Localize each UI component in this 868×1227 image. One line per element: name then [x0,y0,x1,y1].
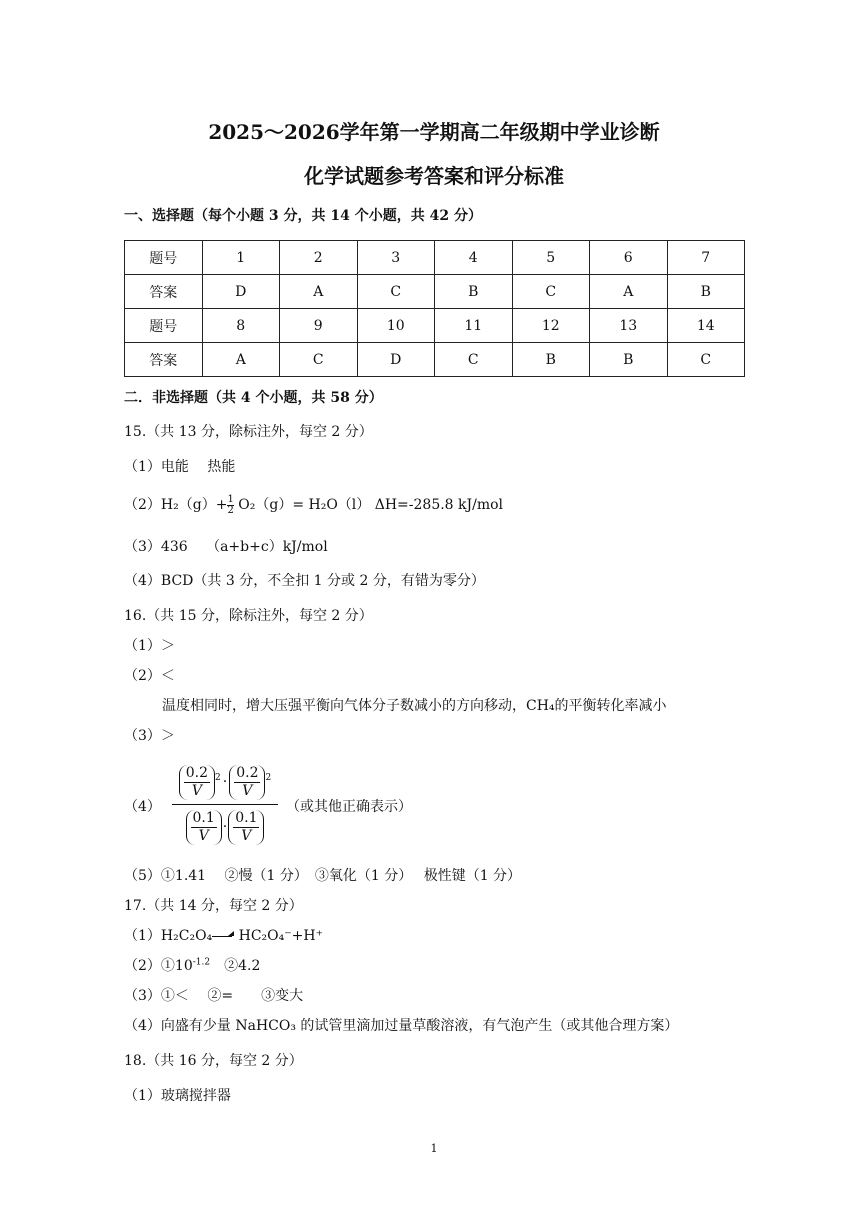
table-row [125,275,745,309]
denominator-term-1-value: 0.1 [192,809,215,826]
table-cell: C [280,343,358,377]
q17-answer-3: （3）①＜ ②= ③变大 [124,988,304,1004]
q15-answer-2 [124,494,503,516]
table-cell: D [202,275,280,309]
q16-answer-2: （2）＜ [124,668,175,684]
table-cell: 5 [512,241,590,275]
equilibrium-constant-expression [172,760,278,849]
table-cell: C [667,343,745,377]
table-cell: C [435,343,513,377]
document-title: 2025～2026学年第一学期高二年级期中学业诊断 [208,120,660,144]
q15-header: 15.（共 13 分，除标注外，每空 2 分） [124,424,373,440]
table-cell: 10 [357,309,435,343]
q17-answer-4: （4）向盛有少量 NaHCO₃ 的试管里滴加过量草酸溶液，有气泡产生（或其他合理方案） [124,1018,679,1034]
q16-answer-2-explanation: 温度相同时，增大压强平衡向气体分子数减小的方向移动，CH₄的平衡转化率减小 [162,698,667,714]
numerator-term-1-value: 0.2 [185,764,209,781]
q16-answer-4-label: （4） [124,799,161,815]
q15-answer-3: （3）436 （a+b+c）kJ/mol [124,539,328,555]
section1-heading: 一、选择题（每个小题 3 分，共 14 个小题，共 42 分） [124,208,482,224]
table-cell: 11 [435,309,513,343]
table-cell: A [202,343,280,377]
numerator-term-2-exp: 2 [265,773,272,783]
table-cell: 7 [667,241,745,275]
table-cell: 4 [435,241,513,275]
q15-answer-2-h2: H₂（g）+ [160,497,228,513]
table-cell: D [357,343,435,377]
document-subtitle: 化学试题参考答案和评分标准 [304,164,564,188]
expression-denominator: $\frac{0.1}{V}$ · $\frac{0.1}{V}$ [172,805,278,849]
numerator-term-1-exp: 2 [215,773,221,783]
table-row-header: 题号 [125,241,203,275]
table-row [125,309,745,343]
q16-answer-4-note: （或其他正确表示） [286,799,412,815]
table-cell: 13 [590,309,668,343]
q17-answer-2-rest: ②4.2 [210,958,261,974]
table-cell: 9 [280,309,358,343]
table-cell: C [512,275,590,309]
q16-answer-3: （3）＞ [124,728,175,744]
q17-answer-1-right: HC₂O₄⁻+H⁺ [238,928,323,944]
q17-answer-2-label: （2）①10 [124,958,193,974]
table-cell: 14 [667,309,745,343]
equilibrium-arrow-icon [212,931,234,941]
q17-answer-2-exponent: -1.2 [192,957,211,968]
half-numerator: 1 [227,493,234,505]
q15-answer-2-rest: O₂（g）= H₂O（l） ΔH=-285.8 kJ/mol [238,497,504,513]
table-cell: B [590,343,668,377]
numerator-term-2-value: 0.2 [236,764,259,781]
q17-answer-1 [124,925,323,945]
table-cell: B [667,275,745,309]
q17-answer-1-left: H₂C₂O₄ [160,928,213,944]
table-cell: 3 [357,241,435,275]
q15-answer-1: （1）电能 热能 [124,459,236,475]
answer-table [124,240,745,377]
numerator-term-2-var: V [242,782,253,799]
q18-answer-1: （1）玻璃搅拌器 [124,1088,231,1104]
section2-heading: 二．非选择题（共 4 个小题，共 58 分） [124,390,383,406]
q15-answer-4: （4）BCD（共 3 分，不全扣 1 分或 2 分，有错为零分） [124,573,485,589]
table-cell: A [280,275,358,309]
table-cell: 12 [512,309,590,343]
q16-header: 16.（共 15 分，除标注外，每空 2 分） [124,608,373,624]
table-cell: C [357,275,435,309]
table-cell: 1 [202,241,280,275]
q17-answer-1-label: （1） [124,928,161,944]
table-cell: B [512,343,590,377]
table-cell: 8 [202,309,280,343]
table-row-header: 答案 [125,275,203,309]
table-cell: A [590,275,668,309]
numerator-term-1-var: V [191,782,202,799]
denominator-term-2-value: 0.1 [235,809,258,826]
page-number: 1 [430,1142,438,1155]
table-row [125,343,745,377]
table-cell: B [435,275,513,309]
table-row [125,241,745,275]
table-cell: 6 [590,241,668,275]
table-row-header: 答案 [125,343,203,377]
denominator-term-2-var: V [241,827,252,844]
denominator-term-1-var: V [198,827,209,844]
half-fraction [227,495,233,516]
table-row-header: 题号 [125,309,203,343]
q17-header: 17.（共 14 分，每空 2 分） [124,898,303,914]
q17-answer-2 [124,955,260,975]
q16-answer-1: （1）＞ [124,638,175,654]
half-denominator: 2 [227,504,234,516]
q18-header: 18.（共 16 分，每空 2 分） [124,1053,303,1069]
q15-answer-2-label: （2） [124,497,161,513]
table-cell: 2 [280,241,358,275]
expression-numerator: $\frac{0.2}{V}$ 2 · $\frac{0.2}{V}$ 2 [172,760,278,804]
q16-answer-5: （5）①1.41 ②慢（1 分） ③氧化（1 分） 极性键（1 分） [124,868,522,884]
